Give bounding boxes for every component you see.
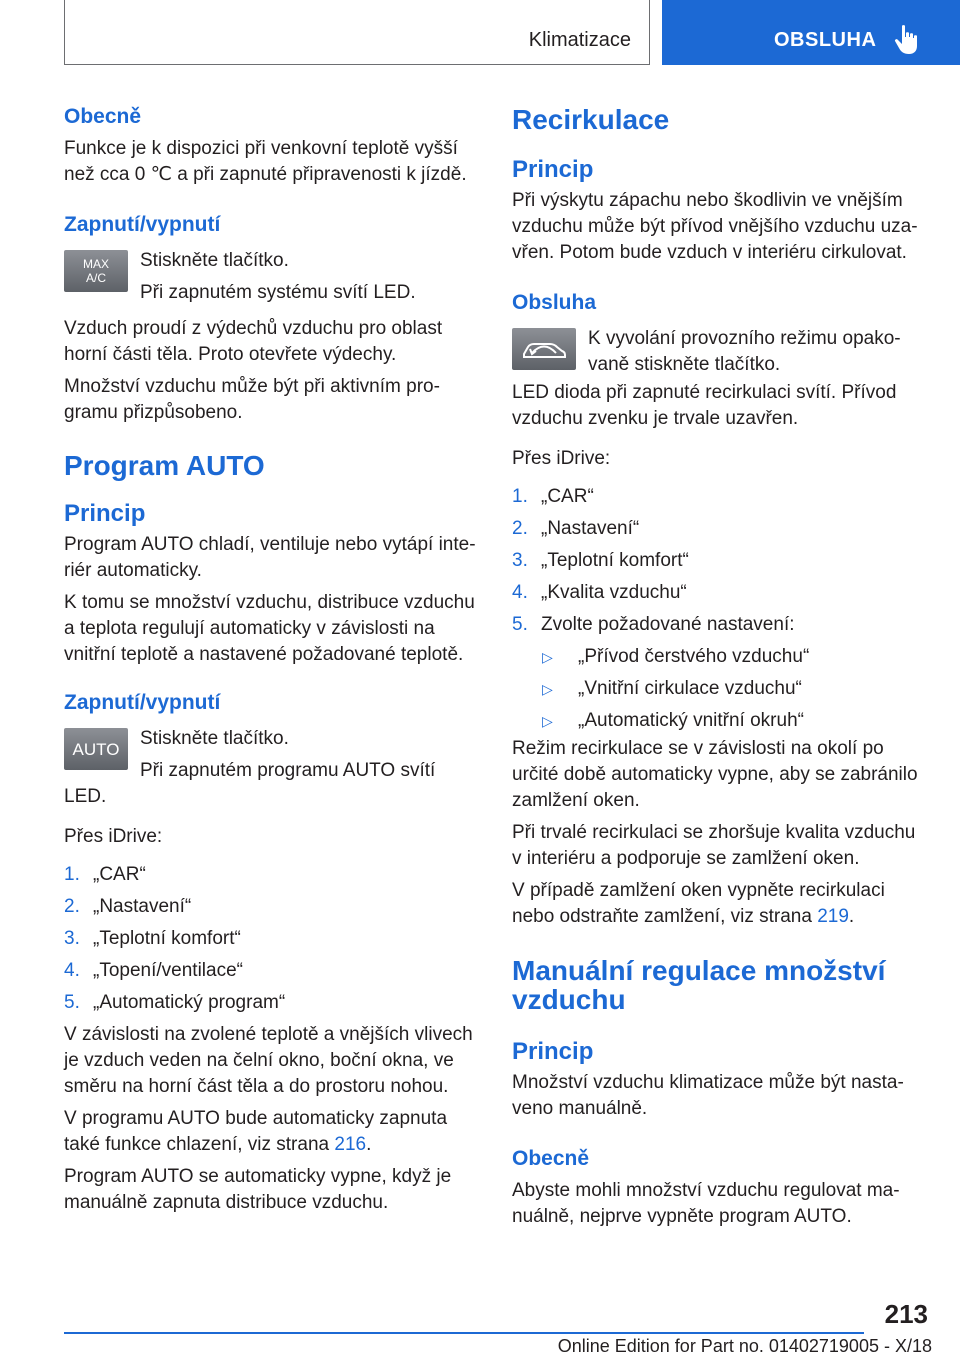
svg-text:MAX: MAX [82,257,110,271]
footer-edition: Online Edition for Part no. 01402719005 - X/18 [557,1336,932,1356]
page-link-219[interactable]: 219 [817,906,849,927]
list-item: 5. Zvolte požadované nastavení: ▷ „Přívod čerstvého vzduchu“ ▷ „Vnitřní cirkulace vzduchu“ ▷ „Automatický vnitřní okruh“ [512,612,927,734]
heading-recirkulace: Recirkulace [512,104,670,135]
paragraph-obecne: Funkce je k dispozici při venkovní teplotě vyšší než cca 0 ℃ a při zapnuté připravenosti k jízdě. [64,138,467,185]
list-item: 3. „Teplotní komfort“ [64,928,241,949]
left-column [64,100,476,1216]
svg-text:AUTO: AUTO [72,740,120,759]
paragraph-princip-2: K tomu se množství vzduchu, distribuce vzduchu a teplota regulují automaticky v závislosti na vnitřní teplotě a nastavené požadované teplotě. [64,592,475,665]
list-item: 2. „Nastavení“ [64,896,192,917]
paragraph-princip-1: Program AUTO chladí, ventiluje nebo vytápí interiér automaticky. [64,534,476,581]
max-ac-button-icon [64,250,128,292]
paragraph-mnozstvi: Množství vzduchu může být při aktivním programu přizpůsobeno. [64,376,440,423]
heading-obecne: Obecně [64,105,142,128]
header-section-box [64,0,650,65]
paragraph-chlazeni: V programu AUTO bude automaticky zapnuta také funkce chlazení, viz strana 216. [64,1108,448,1155]
paragraph-vyvolani: K vyvolání provozního režimu opakovaně stiskněte tlačítko. [588,328,901,375]
paragraph-zavislost: V závislosti na zvolené teplotě a vnějších vlivech je vzduch veden na čelní okno, boční okna, ve směru na horní část těla a do prostoru nohou. [64,1024,473,1097]
paragraph-led-right: LED dioda při zapnuté recirkulaci svítí. Přívod vzduchu zvenku je trvale uzavřen. [512,382,897,429]
triangle-bullet-icon: ▷ [542,681,553,697]
heading-obsluha: Obsluha [512,291,597,314]
heading-princip-manual: Princip [512,1038,594,1065]
paragraph-vzduch: Vzduch proudí z výdechů vzduchu pro oblast horní části těla. Proto otevřete výdechy. [64,318,443,365]
list-item: 2. „Nastavení“ [512,518,640,539]
idrive-substeps [541,644,927,734]
list-item: ▷ „Přívod čerstvého vzduchu“ [541,644,927,670]
right-column [512,100,927,1230]
heading-zapnuti-vypnuti: Zapnutí/vypnutí [64,213,221,236]
paragraph-vypne: Program AUTO se automaticky vypne, když je manuálně zapnuta distribuce vzduchu. [64,1166,452,1213]
footer-divider [64,1332,864,1334]
paragraph-led-1: Při zapnutém systému svítí LED. [140,282,416,303]
list-item: 1. „CAR“ [512,486,594,507]
idrive-steps-right [512,484,927,734]
list-item: 1. „CAR“ [64,864,146,885]
paragraph-princip-manual: Množství vzduchu klimatizace může být nastaveno manuálně. [512,1072,904,1119]
list-item: ▷ „Vnitřní cirkulace vzduchu“ [541,676,927,702]
list-item: ▷ „Automatický vnitřní okruh“ [541,708,927,734]
heading-obecne-right: Obecně [512,1147,590,1170]
paragraph-stisknete-1: Stiskněte tlačítko. [140,250,289,271]
auto-block [64,726,476,810]
auto-button-icon [64,728,128,770]
heading-zapnuti-vypnuti-2: Zapnutí/vypnutí [64,691,221,714]
list-item: 5. „Automatický program“ [64,992,286,1013]
heading-program-auto: Program AUTO [64,450,265,481]
paragraph-idrive-right: Přes iDrive: [512,448,611,469]
paragraph-trvale: Při trvalé recirkulaci se zhoršuje kvalita vzduchu v interiéru a podporuje se zamlžení oken. [512,822,916,869]
page-number: 213 [884,1299,928,1329]
paragraph-princip-right: Při výskytu zápachu nebo škodlivin ve vnějším vzduchu může být přívod vnějšího vzduchu uzavřen. Potom bude vzduch v interiéru cirkulovat. [512,190,918,263]
triangle-bullet-icon: ▷ [542,649,553,665]
heading-princip: Princip [64,500,146,527]
paragraph-obecne-right: Abyste mohli množství vzduchu regulovat manuálně, nejprve vypněte program AUTO. [512,1180,900,1227]
list-item: 4. „Topení/ventilace“ [64,960,243,981]
maxac-block [64,248,476,306]
pointing-hand-icon [894,24,920,56]
heading-manualni-regulace: Manuální regulace množství vzduchu [512,955,886,1015]
paragraph-idrive-left: Přes iDrive: [64,826,163,847]
paragraph-led-2: Při zapnutém programu AUTO svítí LED. [64,760,436,807]
paragraph-rezim: Režim recirkulace se v závislosti na okolí po určité době automaticky vypne, aby se zabránilo zamlžení oken. [512,738,918,811]
svg-text:A/C: A/C [85,271,107,285]
header-section-title: Klimatizace [528,29,631,51]
paragraph-stisknete-2: Stiskněte tlačítko. [140,728,289,749]
list-item: 4. „Kvalita vzduchu“ [512,582,687,603]
header-tab-obsluha [662,0,960,65]
recirculation-button-icon [512,328,576,370]
list-item: 3. „Teplotní komfort“ [512,550,689,571]
page-link-216[interactable]: 216 [334,1134,367,1155]
paragraph-pripade: V případě zamlžení oken vypněte recirkulaci nebo odstraňte zamlžení, viz strana 219. [512,880,885,927]
recirculation-block [512,326,927,378]
triangle-bullet-icon: ▷ [542,713,553,729]
header-tab-label: OBSLUHA [774,29,877,51]
heading-princip-right: Princip [512,156,594,183]
idrive-steps-left [64,862,476,1016]
